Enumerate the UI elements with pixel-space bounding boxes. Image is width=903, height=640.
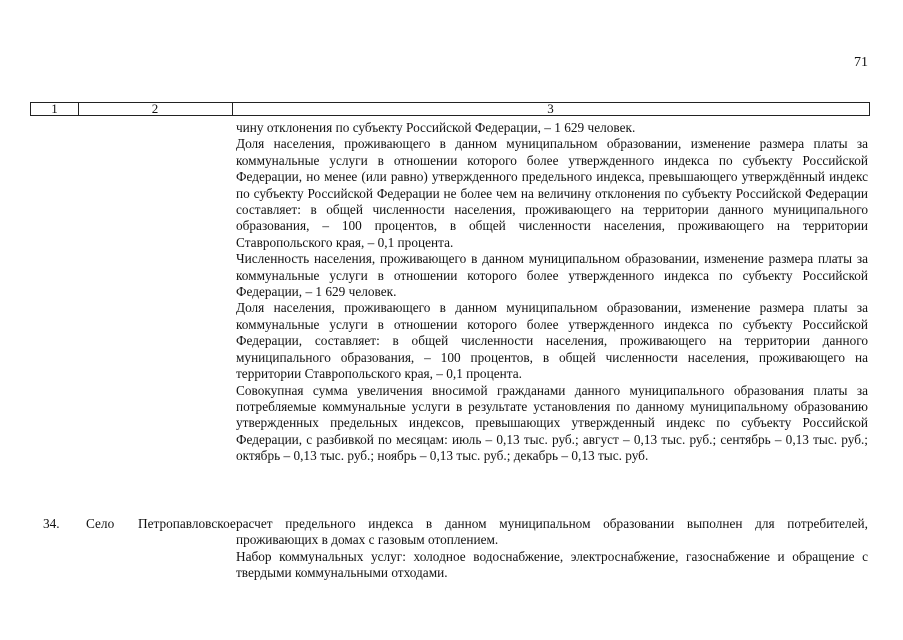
- table-header-col-3: 3: [547, 101, 554, 116]
- entry-settlement-name: Петропавловское: [138, 516, 236, 531]
- page-number: 71: [854, 55, 868, 70]
- entry-number: 34.: [43, 516, 60, 531]
- table-header-col-2: 2: [78, 103, 233, 115]
- paragraph: Совокупная сумма увеличения вносимой гражданами данного муниципального образования платы за потребляемые коммунальные услуги в результате установления по данному муниципальному образованию утвержденных предельных индексов, превышающих утвержденный индекс по субъекту Российской Федерации, с разбивкой по месяцам: июль – 0,13 тыс. руб.; август – 0,13 тыс. руб.; сентябрь – 0,13 тыс. руб.; октябрь – 0,13 тыс. руб.; ноябрь – 0,13 тыс. руб.; декабрь – 0,13 тыс. руб.: [236, 382, 868, 464]
- paragraph: расчет предельного индекса в данном муниципальном образовании выполнен для потребителей, проживающих в домах с газовым отоплением.: [236, 516, 868, 548]
- continued-cell-text: [236, 120, 868, 465]
- paragraph: Доля населения, проживающего в данном муниципальном образовании, изменение размера платы за коммунальные услуги в отношении которого более утвержденного индекса по субъекту Российской Федерации, составляет: в общей численности населения, проживающего на территории данного муниципального образования, – 100 процентов, в общей численности населения, проживающего на территории Ставропольского края, – 0,1 процента.: [236, 300, 868, 382]
- entry-settlement-type: Село: [86, 516, 115, 531]
- paragraph: Численность населения, проживающего в данном муниципальном образовании, изменение размера платы за коммунальные услуги в отношении которого более утвержденного индекса по субъекту Российской Федерации, – 1 629 человек.: [236, 251, 868, 300]
- table-header-col-1: 1: [31, 103, 79, 115]
- table-header-row: [30, 102, 870, 116]
- paragraph: Набор коммунальных услуг: холодное водоснабжение, электроснабжение, газоснабжение и обращение с твердыми коммунальными отходами.: [236, 548, 868, 581]
- entry-description: [236, 516, 868, 582]
- paragraph: чину отклонения по субъекту Российской Федерации, – 1 629 человек.: [236, 120, 636, 135]
- paragraph: Доля населения, проживающего в данном муниципальном образовании, изменение размера платы за коммунальные услуги в отношении которого более утвержденного индекса по субъекту Российской Федерации, но менее (или равно) утвержденного предельного индекса, превышающего утверждённый индекс по субъекту Российской Федерации не более чем на величину отклонения по субъекту Российской Федерации составляет: в общей численности населения, проживающего на территории данного муниципального образования, – 100 процентов, в общей численности населения, проживающего на территории Ставропольского края, – 0,1 процента.: [236, 136, 868, 250]
